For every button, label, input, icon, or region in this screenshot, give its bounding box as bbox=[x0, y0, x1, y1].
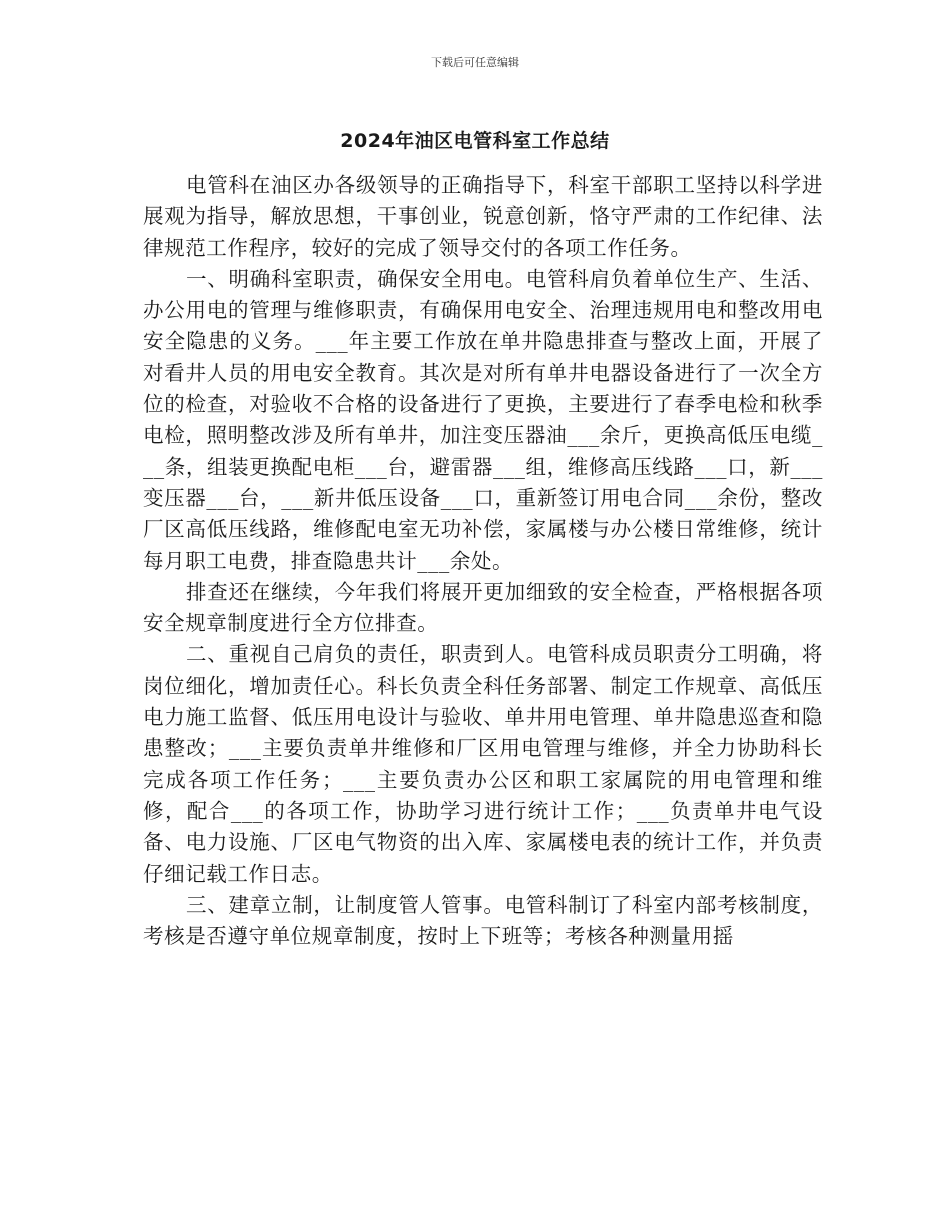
paragraph-inspection: 排查还在继续，今年我们将展开更加细致的安全检查，严格根据各项安全规章制度进行全方位排查。 bbox=[143, 579, 823, 636]
document-body bbox=[143, 170, 823, 952]
paragraph-section-1: 一、明确科室职责，确保安全用电。电管科肩负着单位生产、生活、办公用电的管理与维修职责，有确保用电安全、治理违规用电和整改用电安全隐患的义务。___年主要工作放在单井隐患排查与整改上面，开展了对看井人员的用电安全教育。其次是对所有单井电器设备进行了一次全方位的检查，对验收不合格的设备进行了更换，主要进行了春季电检和秋季电检，照明整改涉及所有单井，加注变压器油___余斤，更换高低压电缆___条，组装更换配电柜___台，避雷器___组，维修高压线路___口，新___变压器___台，___新井低压设备___口，重新签订用电合同___余份，整改厂区高低压线路，维修配电室无功补偿，家属楼与办公楼日常维修，统计每月职工电费，排查隐患共计___余处。 bbox=[143, 266, 823, 573]
paragraph-section-2: 二、重视自己肩负的责任，职责到人。电管科成员职责分工明确，将岗位细化，增加责任心。科长负责全科任务部署、制定工作规章、高低压电力施工监督、低压用电设计与验收、单井用电管理、单井隐患巡查和隐患整改；___主要负责单井维修和厂区用电管理与维修，并全力协助科长完成各项工作任务；___主要负责办公区和职工家属院的用电管理和维修，配合___的各项工作，协助学习进行统计工作；___负责单井电气设备、电力设施、厂区电气物资的出入库、家属楼电表的统计工作，并负责仔细记载工作日志。 bbox=[143, 642, 823, 886]
header-note: 下载后可任意编辑 bbox=[431, 56, 519, 69]
document-title: 2024年油区电管科室工作总结 bbox=[340, 130, 610, 152]
paragraph-section-3: 三、建章立制，让制度管人管事。电管科制订了科室内部考核制度，考核是否遵守单位规章制度，按时上下班等；考核各种测量用摇 bbox=[143, 892, 823, 949]
paragraph-intro: 电管科在油区办各级领导的正确指导下，科室干部职工坚持以科学进展观为指导，解放思想，干事创业，锐意创新，恪守严肃的工作纪律、法律规范工作程序，较好的完成了领导交付的各项工作任务。 bbox=[143, 173, 823, 260]
